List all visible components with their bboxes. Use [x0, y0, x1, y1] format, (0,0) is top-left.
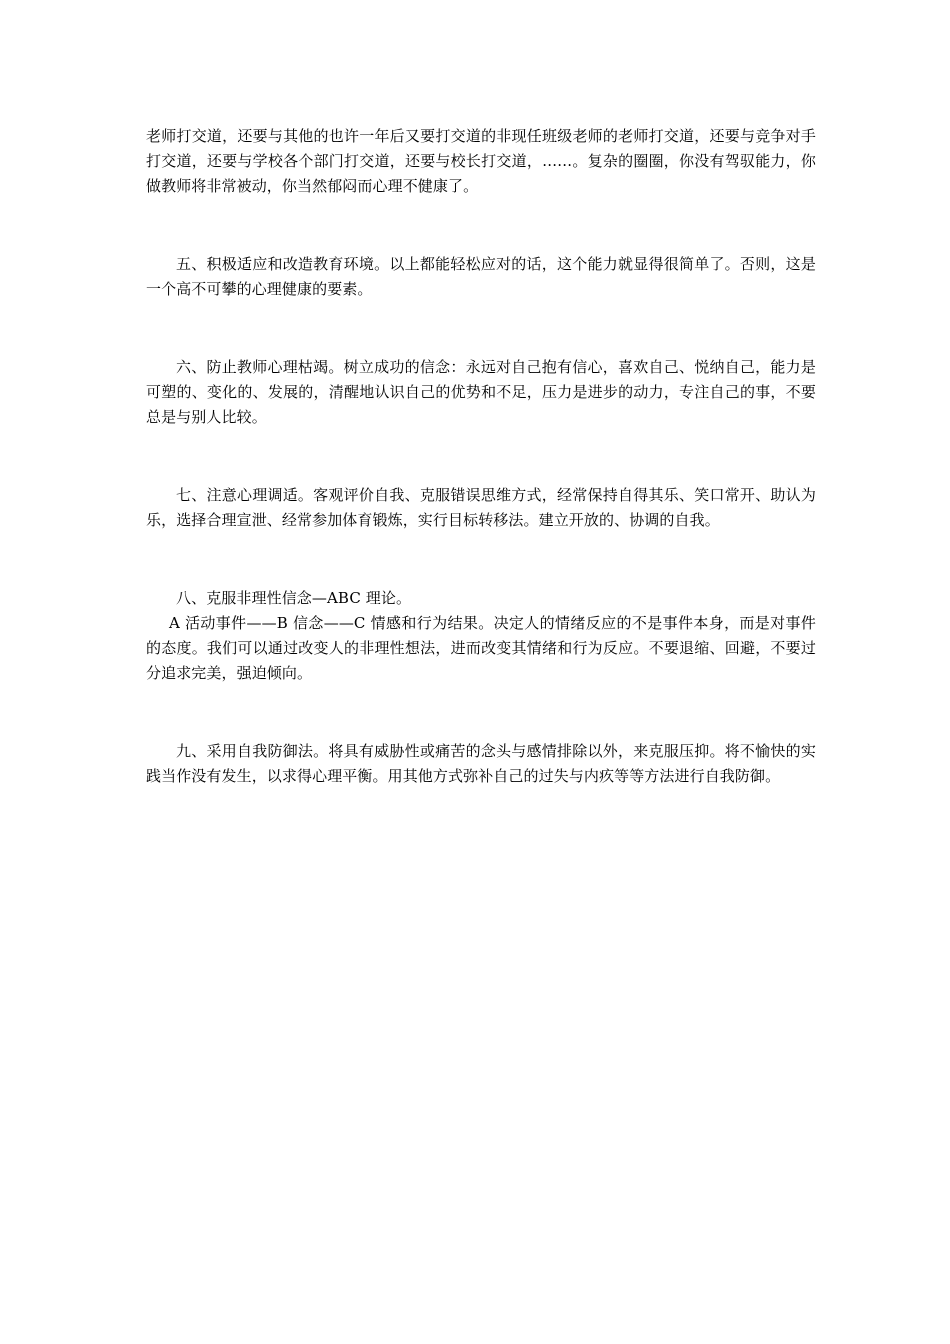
- paragraph-section-seven: 七、注意心理调适。客观评价自我、克服错误思维方式，经常保持自得其乐、笑口常开、助认为乐，选择合理宣泄、经常参加体育锻炼，实行目标转移法。建立开放的、协调的自我。: [146, 486, 816, 529]
- paragraph-gap: [146, 199, 816, 252]
- paragraph-section-eight-body: A 活动事件——B 信念——C 情感和行为结果。决定人的情绪反应的不是事件本身，而是对事件的态度。我们可以通过改变人的非理性想法，进而改变其情绪和行为反应。不要退缩、回避，不要过分追求完美，强迫倾向。: [146, 614, 816, 682]
- paragraph-continuation: 老师打交道，还要与其他的也许一年后又要打交道的非现任班级老师的老师打交道，还要与竞争对手打交道，还要与学校各个部门打交道，还要与校长打交道，……。复杂的圈圈，你没有驾驭能力，你做教师将非常被动，你当然郁闷而心理不健康了。: [146, 127, 816, 195]
- paragraph-section-five: 五、积极适应和改造教育环境。以上都能轻松应对的话，这个能力就显得很简单了。否则，这是一个高不可攀的心理健康的要素。: [146, 255, 816, 298]
- paragraph-gap: [146, 533, 816, 586]
- paragraph-gap: [146, 686, 816, 739]
- document-page: [146, 124, 816, 789]
- paragraph-section-eight-heading: 八、克服非理性信念—ABC 理论。: [176, 589, 412, 607]
- paragraph-section-six: 六、防止教师心理枯竭。树立成功的信念：永远对自己抱有信心，喜欢自己、悦纳自己，能力是可塑的、变化的、发展的，清醒地认识自己的优势和不足，压力是进步的动力，专注自己的事，不要总是与别人比较。: [146, 358, 816, 426]
- paragraph-section-nine: 九、采用自我防御法。将具有威胁性或痛苦的念头与感情排除以外，来克服压抑。将不愉快的实践当作没有发生，以求得心理平衡。用其他方式弥补自己的过失与内疚等等方法进行自我防御。: [146, 742, 816, 785]
- paragraph-gap: [146, 302, 816, 355]
- paragraph-gap: [146, 430, 816, 483]
